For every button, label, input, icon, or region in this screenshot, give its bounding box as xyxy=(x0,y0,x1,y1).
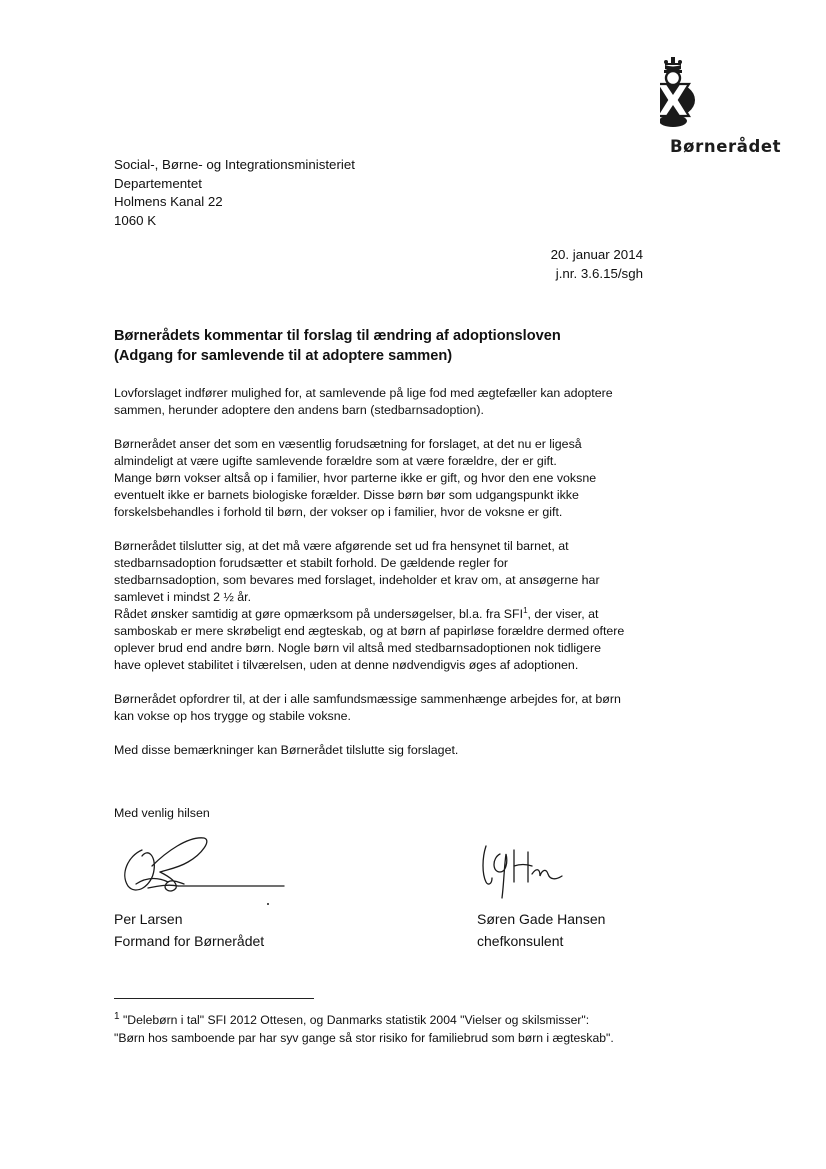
signatory-title: chefkonsulent xyxy=(477,933,564,949)
org-name: Børnerådet xyxy=(670,137,782,156)
body-line: Børnerådet anser det som en væsentlig forudsætning for forslaget, at det nu er ligeså xyxy=(114,437,582,451)
recipient-line: Holmens Kanal 22 xyxy=(114,194,223,209)
recipient-line: Social-, Børne- og Integrationsministeriet xyxy=(114,157,355,172)
date-block xyxy=(551,245,643,283)
title-line: (Adgang for samlevende til at adoptere sammen) xyxy=(114,348,453,364)
crown-x-emblem-icon xyxy=(660,56,810,136)
body-line: oplever brud end andre børn. Nogle børn vil altså med stedbarnsadoptionen nok tidligere xyxy=(114,641,601,655)
footnote-line xyxy=(114,1011,614,1029)
body-line: stedbarnsadoption forudsætter et stabilt forhold. De gældende regler for xyxy=(114,556,508,570)
recipient-line: 1060 K xyxy=(114,212,157,228)
body-line: have oplevet stabilitet i tilværelsen, uden at denne nødvendigvis øges af adoptionen. xyxy=(114,658,579,672)
signatory-name: Søren Gade Hansen xyxy=(477,911,606,927)
closing-salutation: Med venlig hilsen xyxy=(114,806,210,820)
title-line: Børnerådets kommentar til forslag til ændring af adoptionsloven xyxy=(114,328,561,344)
letterhead-logo xyxy=(660,56,810,166)
signature-per-larsen xyxy=(108,826,298,906)
paragraph xyxy=(114,385,654,419)
body-line: kan vokse op hos trygge og stabile voksne. xyxy=(114,709,351,723)
body-line: forskelsbehandles i forhold til børn, der vokser op i familier, hvor de voksne er gift. xyxy=(114,505,563,519)
body-line: samboskab er mere skrøbeligt end ægteskab, og at børn af papirløse forældre dermed oftere xyxy=(114,624,625,638)
footnote-mark: 1 xyxy=(114,1010,120,1022)
letter-body xyxy=(114,385,654,776)
signature-soren-gade-hansen xyxy=(478,838,588,908)
body-line: Lovforslaget indfører mulighed for, at samlevende på lige fod med ægtefæller kan adoptere xyxy=(114,386,613,400)
signatory-title: Formand for Børnerådet xyxy=(114,933,265,949)
footnote-reference: 1 xyxy=(523,605,528,615)
paragraph xyxy=(114,691,654,725)
body-line: Mange børn vokser altså op i familier, hvor parterne ikke er gift, og hvor den ene voksne xyxy=(114,471,597,485)
footnote xyxy=(114,1011,614,1047)
body-line: Med disse bemærkninger kan Børnerådet tilslutte sig forslaget. xyxy=(114,743,459,757)
signatory-name: Per Larsen xyxy=(114,911,183,927)
body-line: stedbarnsadoption, som bevares med forslaget, indeholder et krav om, at ansøgerne har xyxy=(114,573,600,587)
paragraph xyxy=(114,538,654,674)
body-line: samlevet i mindst 2 ½ år. xyxy=(114,590,252,604)
footnote-line: "Børn hos samboende par har syv gange så stor risiko for familiebrud som børn i ægteskab". xyxy=(114,1031,614,1045)
body-text: Rådet ønsker samtidig at gøre opmærksom på undersøgelser, bl.a. fra SFI xyxy=(114,607,524,621)
signatory-right xyxy=(477,908,605,952)
footnote-text: "Delebørn i tal" SFI 2012 Ottesen, og Danmarks statistik 2004 "Vielser og skilsmisser": xyxy=(122,1013,590,1027)
footnote-divider xyxy=(114,998,314,999)
paragraph xyxy=(114,436,654,521)
signatory-left xyxy=(114,908,264,952)
body-text: , der viser, at xyxy=(527,607,599,621)
recipient-line: Departementet xyxy=(114,175,202,191)
body-line: almindeligt at være ugifte samlevende forældre som at være forældre, der er gift. xyxy=(114,454,557,468)
letter-title xyxy=(114,326,561,366)
body-line xyxy=(114,606,654,623)
body-line: eventuelt ikke er barnets biologiske forælder. Disse børn bør som udgangspunkt ikke xyxy=(114,488,579,502)
journal-number: j.nr. 3.6.15/sgh xyxy=(555,266,643,281)
body-line: Børnerådet opfordrer til, at der i alle samfundsmæssige sammenhænge arbejdes for, at børn xyxy=(114,692,621,706)
letter-date: 20. januar 2014 xyxy=(550,247,643,262)
body-line: Børnerådet tilslutter sig, at det må være afgørende set ud fra hensynet til barnet, at xyxy=(114,539,569,553)
body-line: sammen, herunder adoptere den andens barn (stedbarnsadoption). xyxy=(114,403,484,417)
recipient-address xyxy=(114,156,355,230)
paragraph xyxy=(114,742,654,759)
